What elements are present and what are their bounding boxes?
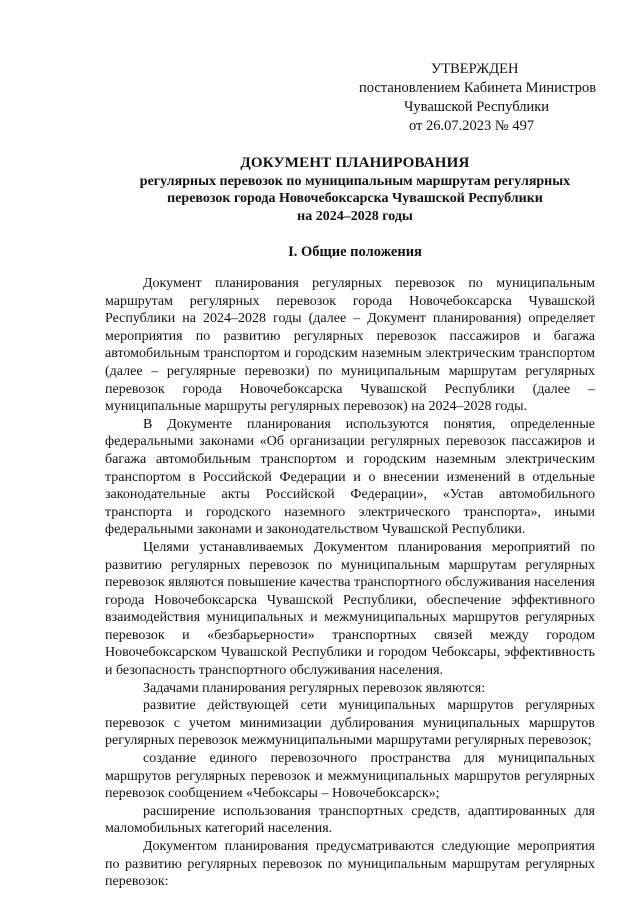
paragraph: расширение использования транспортных средств, адаптированных для маломобильных категорий населения. [105, 803, 595, 837]
document-title-line-3: на 2024–2028 годы [297, 208, 413, 224]
paragraph: создание единого перевозочного пространства для муниципальных маршрутов регулярных перевозок и межмуниципальных маршрутов регулярных перевозок сообщением «Чебоксары – Новочебоксарск»; [105, 751, 595, 802]
paragraph: Документ планирования регулярных перевозок по муниципальным маршрутам регулярных перевозок города Новочебоксарска Чувашской Республики на 2024–2028 годы (далее – Документ планирования) определяет мероприятия по развитию регулярных перевозок пассажиров и багажа автомобильным транспортом и городским наземным электрическим транспортом (далее – регулярные перевозки) по муниципальным маршрутам регулярных перевозок города Новочебоксарска Чувашской Республики (далее – муниципальные маршруты регулярных перевозок) на 2024–2028 годы. [105, 276, 595, 415]
document-body [105, 275, 595, 891]
paragraph: развитие действующей сети муниципальных маршрутов регулярных перевозок с учетом минимизации дублирования муниципальных маршрутов регулярных перевозок межмуниципальными маршрутами регулярных перевозок; [105, 698, 595, 749]
paragraph: Документом планирования предусматриваются следующие мероприятия по развитию регулярных перевозок по муниципальным маршрутам регулярных перевозок: [105, 839, 595, 890]
paragraph: Целями устанавливаемых Документом планирования мероприятий по развитию регулярных перевозок по муниципальным маршрутам регулярных перевозок являются повышение качества транспортного обслуживания населения города Новочебоксарска Чувашской Республики, обеспечение эффективного взаимодействия муниципальных и межмуниципальных маршрутов регулярных перевозок и «безбарьерности» транспортных связей между городом Новочебоксарском Чувашской Республики и городом Чебоксары, эффективность и безопасность транспортного обслуживания населения. [105, 539, 595, 679]
document-title-main: ДОКУМЕНТ ПЛАНИРОВАНИЯ [240, 155, 470, 171]
approval-line-1: постановлением Кабинета Министров [359, 80, 597, 96]
section-heading: I. Общие положения [288, 244, 422, 260]
approval-stamp [354, 60, 614, 136]
paragraph: В Документе планирования используются понятия, определенные федеральными законами «Об организации регулярных перевозок пассажиров и багажа автомобильным транспортом и городским наземным электрическим транспортом в Российской Федерации и о внесении изменений в отдельные законодательные акты Российской Федерации», «Устав автомобильного транспорта и городского наземного электрического транспорта», иными федеральными законами и законодательством Чувашской Республики. [105, 416, 595, 538]
approval-line-3: от 26.07.2023 № 497 [409, 118, 535, 134]
approval-heading: УТВЕРЖДЕН [431, 61, 519, 77]
document-title-line-1: регулярных перевозок по муниципальным маршрутам регулярных [139, 173, 571, 189]
approval-line-2: Чувашской Республики [404, 99, 550, 115]
document-title [105, 155, 605, 225]
paragraph: Задачами планирования регулярных перевозок являются: [143, 680, 486, 696]
document-title-line-2: перевозок города Новочебоксарска Чувашской Республики [167, 191, 543, 206]
